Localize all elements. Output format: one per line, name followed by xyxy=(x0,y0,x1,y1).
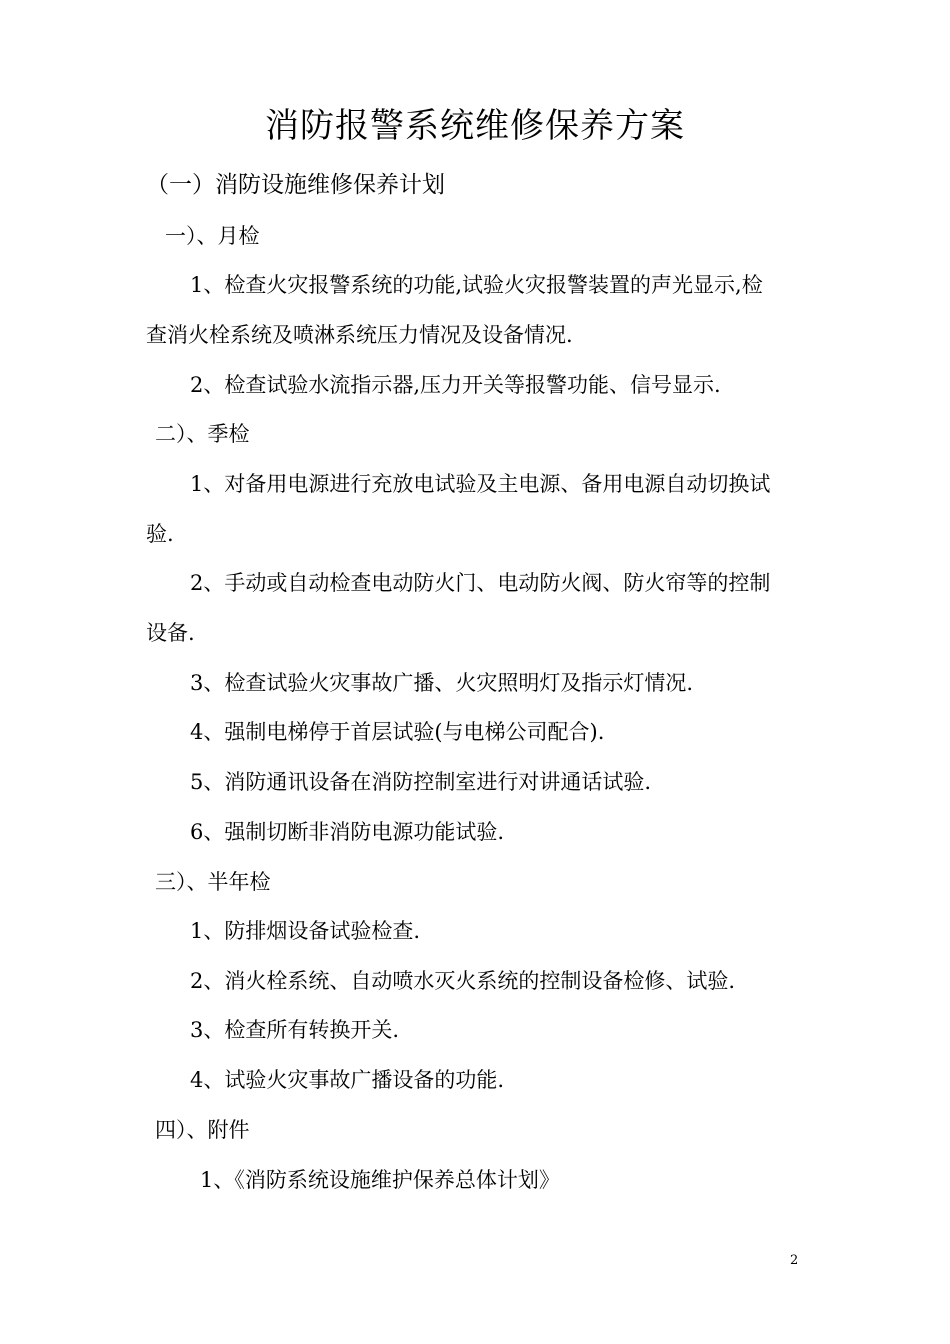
quarterly-heading: 二）、季检 xyxy=(155,422,250,446)
semiannual-item-4: 4、试验火灾事故广播设备的功能. xyxy=(190,1068,505,1092)
quarterly-item-6: 6、强制切断非消防电源功能试验. xyxy=(190,820,505,844)
page-number: 2 xyxy=(790,1253,799,1268)
attachment-heading: 四）、附件 xyxy=(155,1118,250,1142)
semiannual-heading: 三）、半年检 xyxy=(155,870,271,894)
monthly-item-1-line-2: 查消火栓系统及喷淋系统压力情况及设备情况. xyxy=(146,323,573,347)
semiannual-item-3: 3、检查所有转换开关. xyxy=(190,1018,400,1042)
monthly-heading: 一）、月检 xyxy=(165,224,260,248)
document-title: 消防报警系统维修保养方案 xyxy=(265,106,685,146)
quarterly-item-5: 5、消防通讯设备在消防控制室进行对讲通话试验. xyxy=(190,770,652,794)
quarterly-item-2-line-1: 2、手动或自动检查电动防火门、电动防火阀、防火帘等的控制 xyxy=(190,571,771,595)
quarterly-item-2-line-2: 设备. xyxy=(146,621,195,645)
semiannual-item-1: 1、防排烟设备试验检查. xyxy=(190,919,421,943)
quarterly-item-3: 3、检查试验火灾事故广播、火灾照明灯及指示灯情况. xyxy=(190,671,694,695)
monthly-item-1-line-1: 1、检查火灾报警系统的功能,试验火灾报警装置的声光显示,检 xyxy=(190,273,763,297)
quarterly-item-4: 4、强制电梯停于首层试验(与电梯公司配合). xyxy=(190,720,605,744)
section-heading: （一）消防设施维修保养计划 xyxy=(146,172,445,198)
attachment-item-1: 1、《消防系统设施维护保养总体计划》 xyxy=(200,1168,560,1192)
semiannual-item-2: 2、消火栓系统、自动喷水灭火系统的控制设备检修、试验. xyxy=(190,969,736,993)
monthly-item-2: 2、检查试验水流指示器,压力开关等报警功能、信号显示. xyxy=(190,373,721,397)
quarterly-item-1-line-1: 1、对备用电源进行充放电试验及主电源、备用电源自动切换试 xyxy=(190,472,771,496)
quarterly-item-1-line-2: 验. xyxy=(146,522,174,546)
